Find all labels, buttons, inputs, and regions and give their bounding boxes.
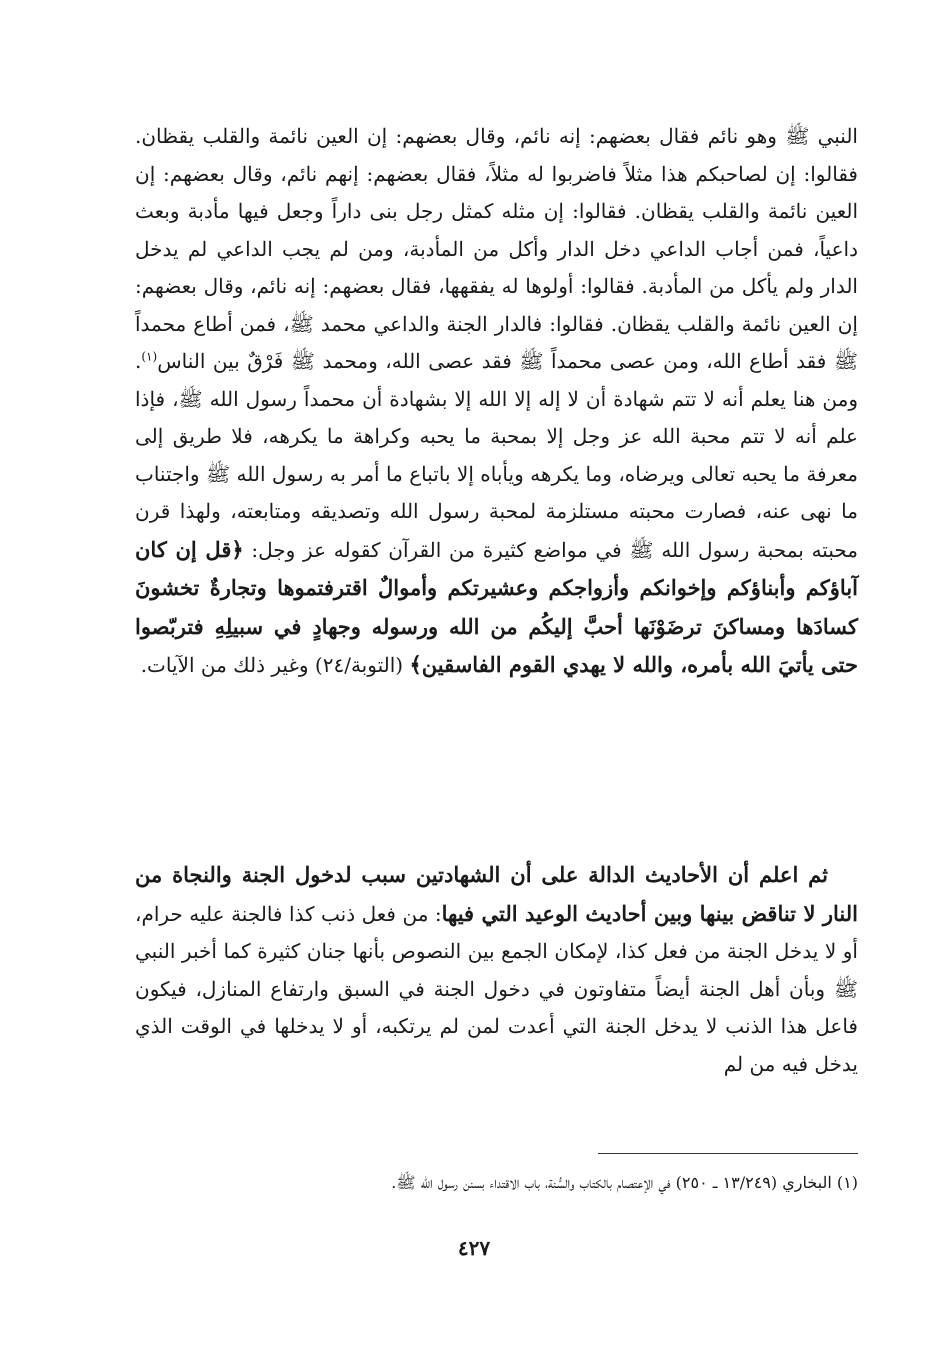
book-page [0,118,948,1370]
paragraph-text-rest: : من فعل ذنب كذا فالجنة عليه حرام، أو لا يدخل الجنة من فعل كذا، لإمكان الجمع بين النصوص بأنها جنان كثيرة كما أخبر النبي ﷺ وبأن أهل الجنة أيضاً متفاوتون في دخول الجنة في السبق وارتفاع المنازل، فيكون فاعل هذا الذنب لا يدخل الجنة التي أعدت لمن لم يرتكبه، أو لا يدخلها في الوقت الذي يدخل فيه من لم [135,901,858,1076]
paragraph-text-part3: (التوبة/٢٤) وغير ذلك من الآيات. [140,653,410,677]
page-number: ٤٢٧ [457,1236,491,1260]
quran-verse: ﴿قل إن كان آباؤكم وأبناؤكم وإخوانكم وأزواجكم وعشيرتكم وأموالٌ اقترفتموها وتجارةٌ تخشونَ كسادَها ومساكنَ ترضَوْنَها أحبَّ إليكُم من الله ورسوله وجهادٍ في سبيلِهِ فتربّصوا حتى يأتيَ الله بأمره، والله لا يهدي القوم الفاسقين﴾ [135,536,858,677]
footnote-reference: (١) [141,349,158,364]
footnote-text: (١) البخاري (١٣/٢٤٩ ـ ٢٥٠) في الإعتصام بالكتاب والسُّنة، باب الاقتداء بسنن رسول الله ﷺ. [391,1173,858,1192]
paragraph-bold-lead: ثم اعلم أن الأحاديث الدالة على أن الشهادتين سبب لدخول الجنة والنجاة من النار لا تناقض بينها وبين أحاديث الوعيد التي فيها [135,862,858,926]
paragraph-text-part1: النبي ﷺ وهو نائم فقال بعضهم: إنه نائم، وقال بعضهم: إن العين نائمة والقلب يقظان. فقالوا: إن لصاحبكم هذا مثلاً فاضربوا له مثلاً، فقال بعضهم: إنهم نائم، وقال بعضهم: إن العين نائمة والقلب يقظان. فقالوا: إن مثله كمثل رجل بنى داراً وجعل فيها مأدبة وبعث داعياً، فمن أجاب الداعي دخل الدار وأكل من المأدبة، ومن لم يجب الداعي لم يدخل الدار ولم يأكل من المأدبة. فقالوا: أولوها له يفقهها، فقال بعضهم: إنه نائم، وقال بعضهم: إن العين نائمة والقلب يقظان. فقالوا: فالدار الجنة والداعي محمد ﷺ، فمن أطاع محمداً ﷺ فقد أطاع الله، ومن عصى محمداً ﷺ فقد عصى الله، ومحمد ﷺ فَرْقٌ بين الناس [135,124,858,373]
paragraph-text-part2: . ومن هنا يعلم أنه لا تتم شهادة أن لا إله إلا الله إلا بشهادة أن محمداً رسول الله ﷺ، فإذا علم أنه لا تتم محبة الله عز وجل إلا بمحبة ما يحبه وكراهة ما يكرهه، فلا طريق إلى معرفة ما يحبه تعالى ويرضاه، وما يكرهه ويأباه إلا باتباع ما أمر به رسول الله ﷺ واجتناب ما نهى عنه، فصارت محبته مستلزمة لمحبة رسول الله وتصديقه ومتابعته، ولهذا قرن محبته بمحبة رسول الله ﷺ في مواضع كثيرة من القرآن كقوله عز وجل: [135,349,858,562]
footnote-divider [598,1153,858,1154]
paragraph-reconciliation [135,856,858,1083]
paragraph-hadith-narration [135,118,858,685]
